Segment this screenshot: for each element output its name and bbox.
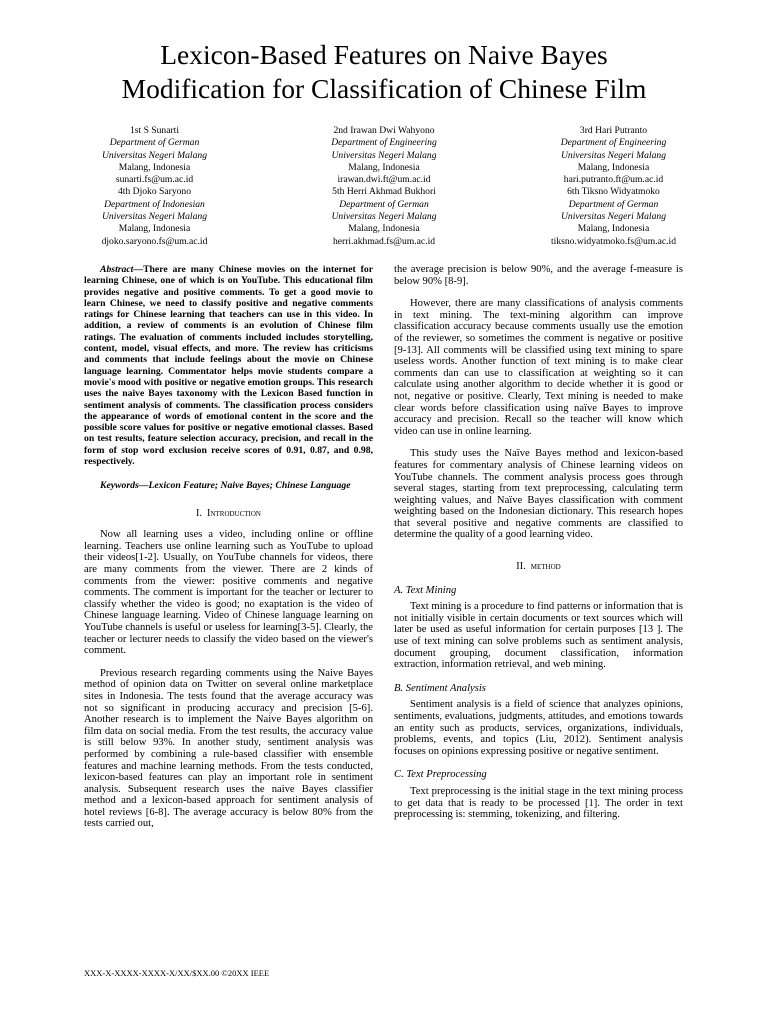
author-block [40, 125, 728, 248]
author-city: Malang, Indonesia [118, 223, 191, 235]
author-uni: Universitas Negeri Malang [102, 211, 207, 223]
left-column [84, 264, 373, 830]
author-city: Malang, Indonesia [348, 223, 420, 235]
author-name: 5th Herri Akhmad Bukhori [332, 186, 436, 198]
author-city: Malang, Indonesia [577, 161, 650, 173]
author-6 [499, 186, 728, 247]
author-uni: Universitas Negeri Malang [331, 211, 437, 223]
section-title: Introduction [207, 507, 261, 519]
abstract [84, 264, 373, 467]
right-column [394, 264, 683, 821]
author-uni: Universitas Negeri Malang [561, 149, 666, 161]
author-email: djoko.saryono.fs@um.ac.id [101, 235, 208, 247]
intro-paragraph-2-continued: the average precision is below 90%, and the average f-measure is below 90% [8-9]. [394, 264, 683, 287]
author-uni: Universitas Negeri Malang [561, 211, 666, 223]
author-email: sunarti.fs@um.ac.id [115, 174, 194, 186]
author-dept: Department of German [339, 198, 429, 210]
author-name: 1st S Sunarti [129, 125, 180, 136]
section-heading-introduction [84, 508, 373, 520]
text-mining-paragraph: Text mining is a procedure to find patterns or information that is not initially visible in certain documents or text sources which will later be used as useful information for certain purposes [13 ]. The use of text mining can solve problems such as sentiment analysis, document grouping, document classification, information extraction, information retrieval, and web mining. [394, 601, 683, 671]
section-heading-method [394, 561, 683, 573]
author-3 [499, 125, 728, 186]
author-city: Malang, Indonesia [118, 161, 191, 173]
title-line-2: Modification for Classification of Chinese Film [121, 73, 647, 104]
author-name: 6th Tiksno Widyatmoko [567, 186, 660, 198]
author-dept: Department of German [568, 198, 659, 210]
intro-paragraph-2: Previous research regarding comments using the Naive Bayes method of opinion data on Twitter on several online marketplace sites in Indonesia. The tests found that the average accuracy was not so significant in producing accuracy and precision [5-6]. Another research is to implement the Naive Bayes algorithm on film data on social media. From the test results, the accuracy value is still below 93%. In another study, sentiment analysis was performed by combining a rule-based classifier with ensemble features and machine learning methods. From the tests conducted, lexicon-based features can play an important role in sentiment analysis. Subsequent research uses the naive Bayes classifier method and a lexicon-based approach for sentiment analysis of hotel reviews [6-8]. The average accuracy is below 80% from the tests carried out, [84, 667, 373, 830]
author-city: Malang, Indonesia [577, 223, 650, 235]
author-name: 2nd Irawan Dwi Wahyono [333, 125, 435, 136]
author-dept: Department of Engineering [560, 137, 667, 149]
copyright-footer: XXX-X-XXXX-XXXX-X/XX/$XX.00 ©20XX IEEE [84, 968, 270, 978]
keywords: Keywords—Lexicon Feature; Naive Bayes; Chinese Language [100, 480, 351, 492]
author-5 [270, 186, 499, 247]
author-name: 3rd Hari Putranto [579, 125, 648, 136]
author-dept: Department of Indonesian [104, 198, 205, 210]
author-4 [40, 186, 269, 247]
text-preprocessing-paragraph: Text preprocessing is the initial stage in the text mining process to get data that is ready to be processed [1]. The order in text preprocessing is: stemming, tokenizing, and filtering. [394, 785, 683, 821]
author-dept: Department of German [109, 137, 200, 149]
author-uni: Universitas Negeri Malang [102, 149, 207, 161]
section-title: method [530, 561, 561, 573]
author-dept: Department of Engineering [331, 137, 437, 149]
subsection-heading-sentiment-analysis: B. Sentiment Analysis [394, 682, 486, 694]
intro-paragraph-4: This study uses the Naïve Bayes method and lexicon-based features for commentary analysis of Chinese learning videos on YouTube channels. The comment analysis process goes through several stages, starting from text preprocessing, calculating term weighting values, and Naïve Bayes classification with comment weighting based on the Indonesian dictionary. This research hopes that several positive and negative comments are classified to determine the quality of a good learning video. [394, 448, 683, 541]
author-1 [40, 125, 269, 186]
abstract-text: —There are many Chinese movies on the internet for learning Chinese, one of which is on YouTube. This educational film provides negative and positive comments. To get a good movie to learn Chinese, we need to classify positive and negative comments ratings for Chinese learning that teachers can use in this video. In addition, a review of comments is an evolution of Chinese film ratings. The evaluation of comments included includes storytelling, content, model, visual effects, and more. The review has criticisms and comments that include feelings about the movie on Chinese language learning. Commentator helps movie students compare a movie's mood with positive or negative emotion groups. This research uses the naive Bayes taxonomy with the Lexicon Based function in sentiment analysis of comments. The classification process considers the appearance of words of emotional content in the score and the possible score values for positive or negative emotional classes. Based on test results, feature selection accuracy, precision, and recall in the form of stop word exclusion receive scores of 0.91, 0.87, and 0.98, respectively. [84, 264, 373, 468]
sentiment-analysis-paragraph: Sentiment analysis is a field of science that analyzes opinions, sentiments, evaluations, judgments, attitudes, and emotions towards an entity such as products, services, organizations, individuals, problems, events, and topics (Liu, 2012). Sentiment analysis focuses on opinions expressing positive or negative sentiment. [394, 699, 683, 757]
section-number: II. [516, 561, 526, 573]
title-line-1: Lexicon-Based Features on Naive Bayes [160, 39, 608, 70]
author-email: tiksno.widyatmoko.fs@um.ac.id [550, 235, 676, 247]
author-row-2 [40, 186, 728, 247]
section-number: I. [196, 507, 202, 519]
author-row-1 [40, 125, 728, 186]
author-email: hari.putranto.ft@um.ac.id [563, 174, 664, 186]
author-city: Malang, Indonesia [348, 161, 420, 173]
subsection-heading-text-mining: A. Text Mining [394, 584, 457, 596]
intro-paragraph-3: However, there are many classifications of analysis comments in text mining. The text-mining algorithm can improve classification accuracy because comments usually use the emotion of the reviewer, so sometimes the comment is negative or positive [9-13]. All comments will be classified using text mining to spare useless words. Another function of text mining is to make clear comments dan can use to classification at weighting so it can calculate using another algorithm to decide whether it is good or not, negative or positive. Clearly, Text mining is needed to make clear words before classification using naïve Bayes to improve accuracy and precision. Recall so the teacher will know which video can use in online learning. [394, 298, 683, 437]
abstract-lead: Abstract [100, 264, 134, 275]
author-email: herri.akhmad.fs@um.ac.id [332, 235, 436, 247]
author-name: 4th Djoko Saryono [117, 186, 192, 198]
author-uni: Universitas Negeri Malang [331, 149, 437, 161]
subsection-heading-text-preprocessing: C. Text Preprocessing [394, 769, 487, 781]
paper-title [40, 38, 728, 106]
author-2 [270, 125, 499, 186]
intro-paragraph-1: Now all learning uses a video, including online or offline learning. Teachers use online learning such as YouTube to upload their videos[1-2]. Usually, on YouTube channels for videos, there are many comments from the viewer. There are 2 kinds of comments from the viewer: positive comments and negative comments. The comment is important for the teacher or lecturer to classify whether the video is good; no exaptation is the video of Chinese language learning. Video of Chinese language learning on YouTube channels is useful or useless for learning[3-5]. Clearly, the teacher or lecturer needs to classify the video based on the viewer's comment. [84, 529, 373, 657]
author-email: irawan.dwi.ft@um.ac.id [337, 174, 431, 186]
